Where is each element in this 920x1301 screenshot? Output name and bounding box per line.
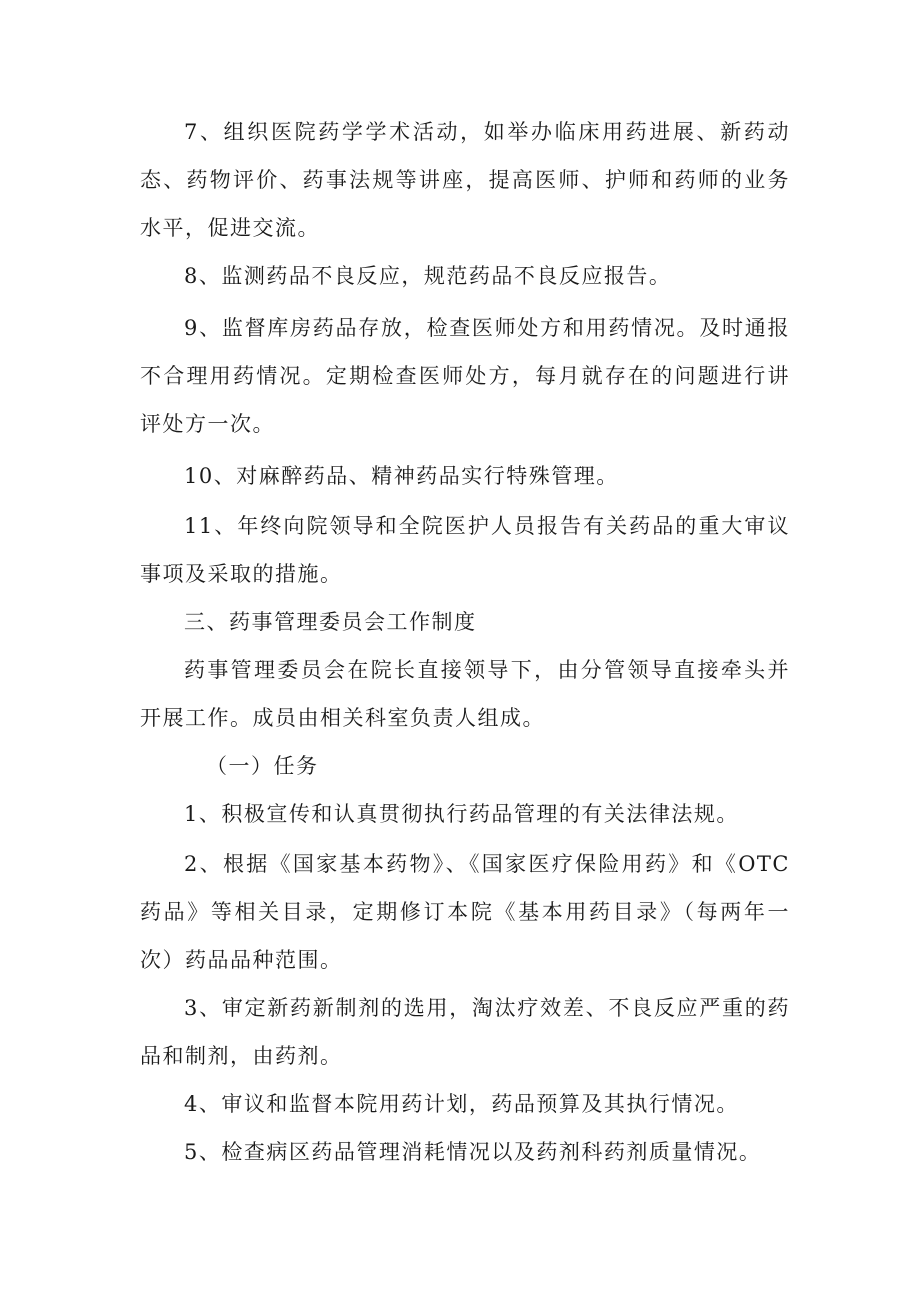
paragraph-intro: 药事管理委员会在院长直接领导下，由分管领导直接牵头并开展工作。成员由相关科室负责人组成。 (140, 658, 790, 730)
task-item-2: 2、根据《国家基本药物》、《国家医疗保险用药》和《OTC药品》等相关目录，定期修订本院《基本用药目录》（每两年一次）药品品种范围。 (140, 852, 790, 972)
paragraph-item-10: 10、对麻醉药品、精神药品实行特殊管理。 (184, 464, 619, 488)
subsection-heading-tasks: （一）任务 (206, 754, 319, 778)
task-item-5: 5、检查病区药品管理消耗情况以及药剂科药剂质量情况。 (184, 1140, 762, 1164)
paragraph-item-9: 9、监督库房药品存放，检查医师处方和用药情况。及时通报不合理用药情况。定期检查医师处方，每月就存在的问题进行讲评处方一次。 (140, 316, 790, 436)
task-item-4: 4、审议和监督本院用药计划，药品预算及其执行情况。 (184, 1092, 739, 1116)
section-heading-3: 三、药事管理委员会工作制度 (184, 610, 477, 634)
task-item-1: 1、积极宣传和认真贯彻执行药品管理的有关法律法规。 (184, 802, 739, 826)
task-item-3: 3、审定新药新制剂的选用，淘汰疗效差、不良反应严重的药品和制剂，由药剂。 (140, 996, 790, 1068)
paragraph-item-8: 8、监测药品不良反应，规范药品不良反应报告。 (184, 264, 672, 288)
paragraph-item-11: 11、年终向院领导和全院医护人员报告有关药品的重大审议事项及采取的措施。 (140, 514, 790, 586)
paragraph-item-7: 7、组织医院药学学术活动，如举办临床用药进展、新药动态、药物评价、药事法规等讲座，提高医师、护师和药师的业务水平，促进交流。 (140, 120, 790, 240)
